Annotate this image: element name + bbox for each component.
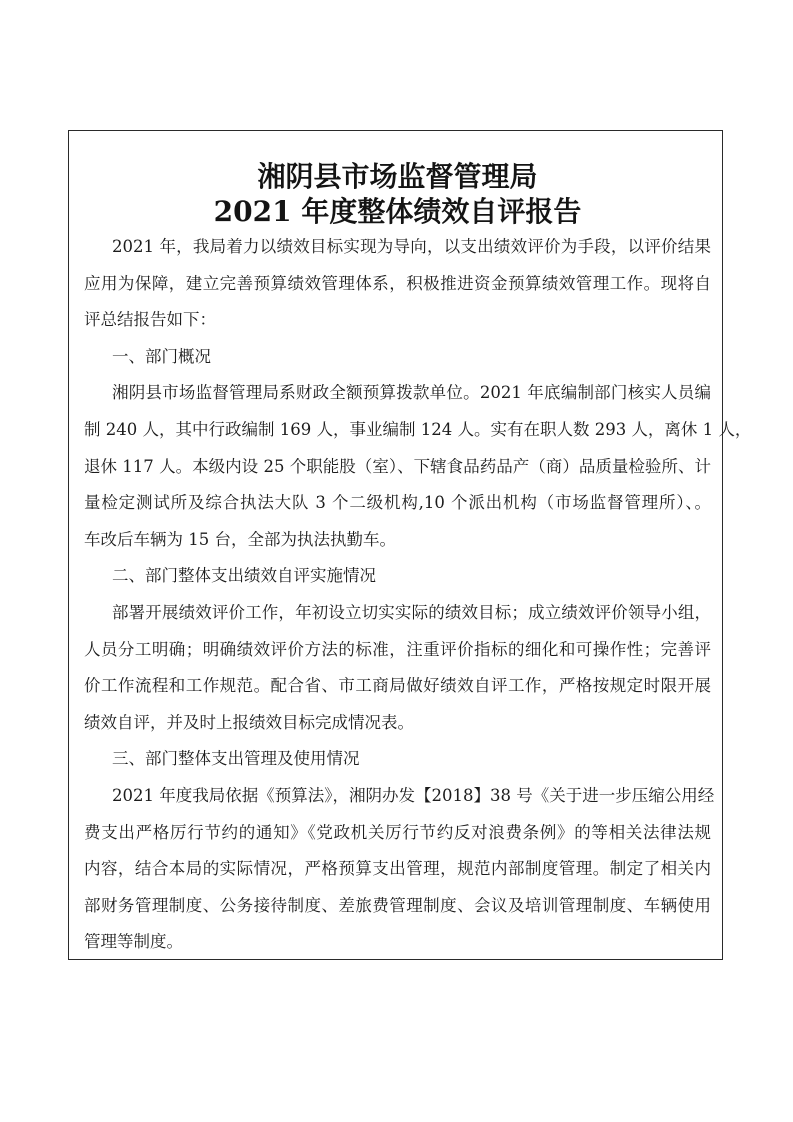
paragraph-line: 退休 117 人。本级内设 25 个职能股（室）、下辖食品药品产（商）品质量检验所、计	[84, 456, 711, 476]
paragraph-line: 量检定测试所及综合执法大队 3 个二级机构,10 个派出机构（市场监督管理所）、。	[84, 493, 711, 513]
paragraph-line: 价工作流程和工作规范。配合省、市工商局做好绩效自评工作，严格按规定时限开展	[84, 676, 711, 696]
paragraph-line: 管理等制度。	[84, 932, 183, 952]
paragraph-line: 部财务管理制度、公务接待制度、差旅费管理制度、会议及培训管理制度、车辆使用	[84, 895, 711, 915]
section-paragraph	[84, 595, 711, 741]
paragraph-line: 制 240 人，其中行政编制 169 人，事业编制 124 人。实有在职人数 293 人，离休 1 人，	[84, 419, 752, 439]
section-self-evaluation	[84, 558, 711, 741]
paragraph-line: 部署开展绩效评价工作，年初设立切实实际的绩效目标；成立绩效评价领导小组，	[112, 602, 711, 622]
section-expenditure-management	[84, 741, 715, 961]
section-heading: 三、部门整体支出管理及使用情况	[112, 749, 360, 769]
report-title	[84, 159, 711, 229]
section-heading: 一、部门概况	[112, 346, 211, 366]
report-content	[84, 159, 752, 961]
paragraph-line: 2021 年，我局着力以绩效目标实现为导向，以支出绩效评价为手段，以评价结果	[112, 237, 711, 256]
paragraph-line: 评总结报告如下：	[84, 310, 216, 330]
title-line-organization: 湘阴县市场监督管理局	[257, 160, 538, 193]
title-line-report-name: 2021 年度整体绩效自评报告	[213, 195, 582, 228]
section-department-overview	[84, 339, 752, 559]
paragraph-line: 2021 年度我局依据《预算法》，湘阴办发【2018】38 号《关于进一步压缩公用经	[112, 785, 715, 805]
section-paragraph	[84, 778, 715, 961]
section-heading: 二、部门整体支出绩效自评实施情况	[112, 566, 376, 586]
paragraph-line: 人员分工明确；明确绩效评价方法的标准，注重评价指标的细化和可操作性；完善评	[84, 639, 711, 659]
paragraph-line: 应用为保障，建立完善预算绩效管理体系，积极推进资金预算绩效管理工作。现将自	[84, 273, 711, 293]
paragraph-line: 湘阴县市场监督管理局系财政全额预算拨款单位。2021 年底编制部门核实人员编	[112, 383, 711, 403]
report-frame	[68, 130, 752, 960]
section-paragraph	[84, 375, 752, 558]
paragraph-line: 车改后车辆为 15 台，全部为执法执勤车。	[84, 529, 396, 549]
paragraph-line: 绩效自评，并及时上报绩效目标完成情况表。	[84, 712, 414, 732]
intro-paragraph	[84, 229, 711, 339]
paragraph-line: 费支出严格厉行节约的通知》《党政机关厉行节约反对浪费条例》的等相关法律法规	[84, 822, 711, 842]
paragraph-line: 内容，结合本局的实际情况，严格预算支出管理，规范内部制度管理。制定了相关内	[84, 859, 711, 879]
report-body	[84, 229, 752, 961]
